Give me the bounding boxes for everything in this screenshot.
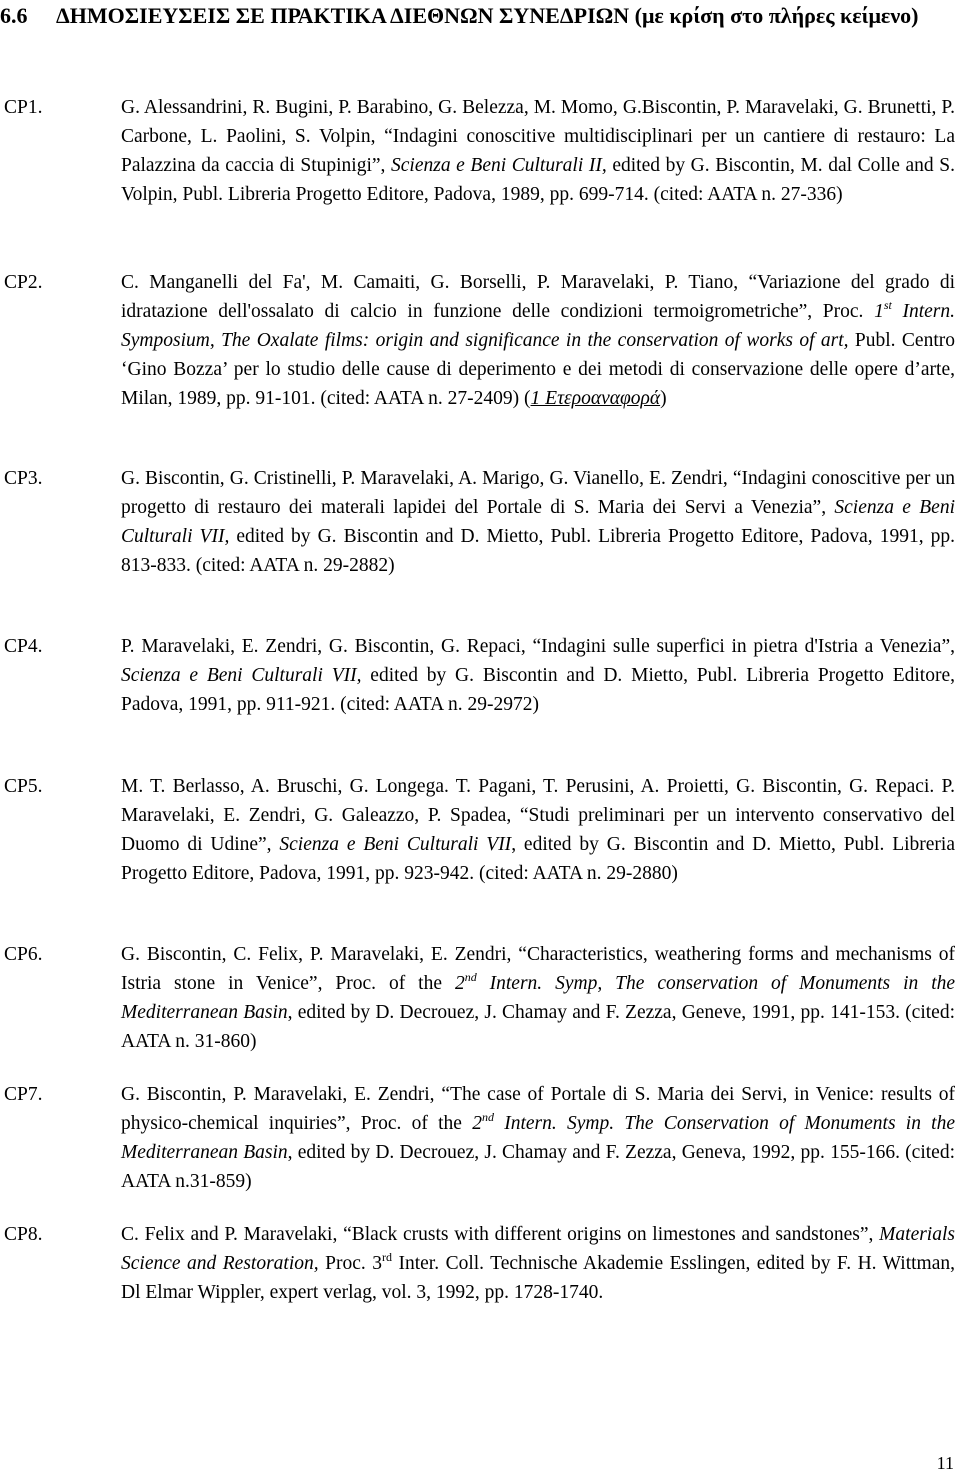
reference-id: CP3. (4, 468, 43, 489)
reference-text: G. Biscontin, G. Cristinelli, P. Maravelaki, A. Marigo, G. Vianello, E. Zendri, “Indagini conoscitive per un progetto di restauro dei materali lapidei del Portale di S. Maria dei Servi a Venezia”, Scienza e Beni Culturali VII, edited by G. Biscontin and D. Mietto, Publ. Libreria Progetto Editore, Padova, 1991, pp. 813-833. (cited: AATA n. 29-2882) (121, 468, 955, 576)
reference-id: CP8. (4, 1224, 43, 1245)
reference-entry-cp1 (0, 93, 955, 209)
reference-entry-cp8 (0, 1220, 955, 1307)
citation-link[interactable]: 1 Ετεροαναφορά (530, 388, 661, 409)
reference-entry-cp6 (0, 940, 955, 1056)
reference-text: G. Biscontin, C. Felix, P. Maravelaki, E. Zendri, “Characteristics, weathering forms and mechanisms of Istria stone in Venice”, Proc. of the 2nd Intern. Symp, The conservation of Monuments in the Mediterranean Basin, edited by D. Decrouez, J. Chamay and F. Zezza, Geneve, 1991, pp. 141-153. (cited: AATA n. 31-860) (121, 944, 956, 1052)
reference-id: CP1. (4, 97, 43, 118)
page-number: 11 (936, 1453, 954, 1473)
reference-text: M. T. Berlasso, A. Bruschi, G. Longega. T. Pagani, T. Perusini, A. Proietti, G. Biscontin, G. Repaci. P. Maravelaki, E. Zendri, G. Galeazzo, P. Spadea, “Studi preliminari per un intervento conservativo del Duomo di Udine”, Scienza e Beni Culturali VII, edited by G. Biscontin and D. Mietto, Publ. Libreria Progetto Editore, Padova, 1991, pp. 923-942. (cited: AATA n. 29-2880) (121, 776, 955, 884)
reference-id: CP6. (4, 944, 43, 965)
reference-text: C. Felix and P. Maravelaki, “Black crusts with different origins on limestones and sandstones”, Materials Science and Restoration, Proc. 3rd Inter. Coll. Technische Akademie Esslingen, edited by F. H. Wittman, Dl Elmar Wippler, expert verlag, vol. 3, 1992, pp. 1728-1740. (121, 1224, 955, 1303)
reference-text: C. Manganelli del Fa', M. Camaiti, G. Borselli, P. Maravelaki, P. Tiano, “Variazione del grado di idratazione dell'ossalato di calcio in funzione delle condizioni termoigrometriche”, Proc. 1st Intern. Symposium, The Oxalate films: origin and significance in the conservation of works of art, Publ. Centro ‘Gino Bozza’ per lo studio delle cause di deperimento e dei metodi di conservazione delle opere d’arte, Milan, 1989, pp. 91-101. (cited: AATA n. 27-2409) (1 Ετεροαναφορά) (121, 272, 955, 409)
reference-entry-cp5 (0, 772, 955, 888)
reference-id: CP4. (4, 636, 43, 657)
reference-id: CP5. (4, 776, 43, 797)
reference-id: CP2. (4, 272, 43, 293)
reference-entry-cp2 (0, 268, 955, 413)
reference-id: CP7. (4, 1084, 43, 1105)
reference-text: P. Maravelaki, E. Zendri, G. Biscontin, G. Repaci, “Indagini sulle superfici in pietra d'Istria a Venezia”, Scienza e Beni Culturali VII, edited by G. Biscontin and D. Mietto, Publ. Libreria Progetto Editore, Padova, 1991, pp. 911-921. (cited: AATA n. 29-2972) (121, 636, 955, 715)
section-heading (0, 0, 955, 31)
reference-entry-cp7 (0, 1080, 955, 1196)
section-title: ΔΗΜΟΣΙΕΥΣΕΙΣ ΣΕ ΠΡΑΚΤΙΚΑ ΔΙΕΘΝΩΝ ΣΥΝΕΔΡΙΩΝ (με κρίση στο πλήρες κείμενο) (56, 3, 919, 28)
reference-text: G. Alessandrini, R. Bugini, P. Barabino, G. Belezza, M. Momo, G.Biscontin, P. Maravelaki, G. Brunetti, P. Carbone, L. Paolini, S. Volpin, “Indagini conoscitive multidisciplinari per un cantiere di restauro: La Palazzina da caccia di Stupinigi”, Scienza e Beni Culturali II, edited by G. Biscontin, M. dal Colle and S. Volpin, Publ. Libreria Progetto Editore, Padova, 1989, pp. 699-714. (cited: AATA n. 27-336) (121, 97, 955, 205)
reference-entry-cp3 (0, 464, 955, 580)
reference-text: G. Biscontin, P. Maravelaki, E. Zendri, “The case of Portale di S. Maria dei Servi, in Venice: results of physico-chemical inquiries”, Proc. of the 2nd Intern. Symp. The Conservation of Monuments in the Mediterranean Basin, edited by D. Decrouez, J. Chamay and F. Zezza, Geneva, 1992, pp. 155-166. (cited: AATA n.31-859) (121, 1084, 956, 1192)
reference-entry-cp4 (0, 632, 955, 719)
section-number: 6.6 (0, 3, 28, 28)
